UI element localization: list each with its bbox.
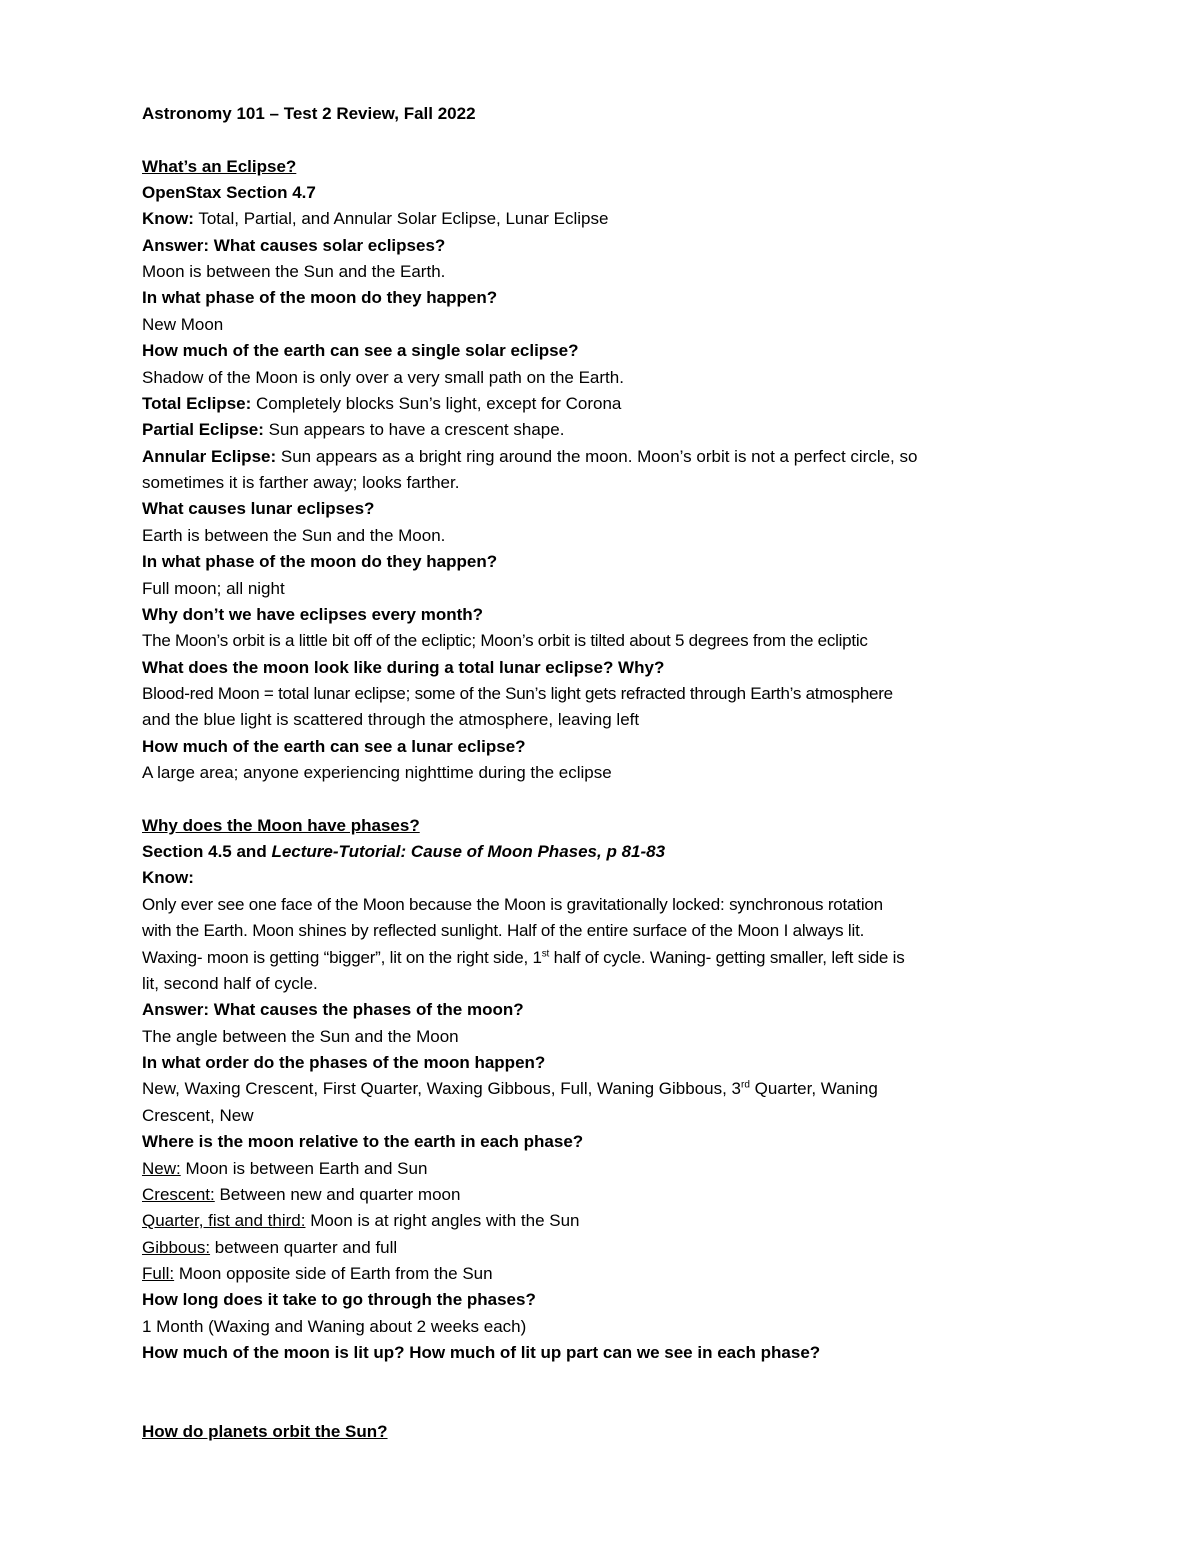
section-ref: Section 4.5 and xyxy=(142,842,272,861)
question: How much of the earth can see a lunar eclipse? xyxy=(142,737,526,756)
question: In what order do the phases of the moon happen? xyxy=(142,1053,546,1072)
term-label: Annular Eclipse: xyxy=(142,447,277,466)
answer-continuation: and the blue light is scattered through the atmosphere, leaving left xyxy=(142,710,640,729)
phase-description: Between new and quarter moon xyxy=(214,1185,461,1204)
answer: A large area; anyone experiencing nighttime during the eclipse xyxy=(142,763,612,782)
text-segment: New, Waxing Crescent, First Quarter, Waxing Gibbous, Full, Waning Gibbous, 3 xyxy=(142,1079,742,1098)
phases-know-label: Know: xyxy=(142,868,194,887)
phase-label: Quarter, fist and third: xyxy=(142,1211,306,1230)
know-label: Know: xyxy=(142,209,194,228)
phases-heading: Why does the Moon have phases? xyxy=(142,816,420,835)
term-definition: Sun appears to have a crescent shape. xyxy=(263,420,565,439)
page-title: Astronomy 101 – Test 2 Review, Fall 2022 xyxy=(142,104,476,123)
eclipse-know-line xyxy=(142,207,1072,231)
text-segment: Waxing- moon is getting “bigger”, lit on the right side, 1 xyxy=(142,948,542,967)
question: In what phase of the moon do they happen? xyxy=(142,552,498,571)
annular-eclipse-continuation: sometimes it is farther away; looks farther. xyxy=(142,473,460,492)
answer: Shadow of the Moon is only over a very small path on the Earth. xyxy=(142,368,624,387)
phase-label: Gibbous: xyxy=(142,1238,211,1257)
question: How much of the moon is lit up? How much of lit up part can we see in each phase? xyxy=(142,1343,821,1362)
term-definition: Sun appears as a bright ring around the moon. Moon’s orbit is not a perfect circle, so xyxy=(276,447,918,466)
question: Answer: What causes solar eclipses? xyxy=(142,236,446,255)
answer: New Moon xyxy=(142,315,224,334)
question: Where is the moon relative to the earth in each phase? xyxy=(142,1132,584,1151)
partial-eclipse-line xyxy=(142,418,1072,442)
text-segment: Quarter, Waning xyxy=(749,1079,878,1098)
phase-description: Moon is between Earth and Sun xyxy=(180,1159,428,1178)
answer: Moon is between the Sun and the Earth. xyxy=(142,262,446,281)
term-label: Total Eclipse: xyxy=(142,394,252,413)
question: Answer: What causes the phases of the moon? xyxy=(142,1000,524,1019)
answer: 1 Month (Waxing and Waning about 2 weeks each) xyxy=(142,1317,527,1336)
know-text: lit, second half of cycle. xyxy=(142,974,318,993)
phase-full-line xyxy=(142,1262,1072,1286)
eclipse-heading: What’s an Eclipse? xyxy=(142,157,297,176)
phase-quarter-line xyxy=(142,1209,1072,1233)
question: In what phase of the moon do they happen? xyxy=(142,288,498,307)
question: How long does it take to go through the phases? xyxy=(142,1290,536,1309)
text-segment: half of cycle. Waning- getting smaller, left side is xyxy=(549,948,905,967)
term-definition: Completely blocks Sun’s light, except for Corona xyxy=(251,394,622,413)
phase-gibbous-line xyxy=(142,1236,1072,1260)
question: How much of the earth can see a single solar eclipse? xyxy=(142,341,579,360)
know-text xyxy=(142,946,1072,970)
eclipse-section-ref: OpenStax Section 4.7 xyxy=(142,183,316,202)
phase-new-line xyxy=(142,1157,1072,1181)
phase-crescent-line xyxy=(142,1183,1072,1207)
answer: Full moon; all night xyxy=(142,579,285,598)
phase-label: Full: xyxy=(142,1264,175,1283)
know-text: with the Earth. Moon shines by reflected sunlight. Half of the entire surface of the Moon I always lit. xyxy=(142,921,865,940)
know-text: Only ever see one face of the Moon because the Moon is gravitationally locked: synchronous rotation xyxy=(142,895,883,914)
answer: Blood-red Moon = total lunar eclipse; some of the Sun’s light gets refracted through Earth’s atmosphere xyxy=(142,684,893,703)
phases-section-ref xyxy=(142,840,1072,864)
orbits-heading: How do planets orbit the Sun? xyxy=(142,1422,388,1441)
phase-description: Moon opposite side of Earth from the Sun xyxy=(174,1264,493,1283)
annular-eclipse-line xyxy=(142,445,1072,469)
term-label: Partial Eclipse: xyxy=(142,420,264,439)
answer: The Moon’s orbit is a little bit off of the ecliptic; Moon’s orbit is tilted about 5 degrees from the ecliptic xyxy=(142,631,868,650)
phase-label: Crescent: xyxy=(142,1185,215,1204)
lecture-tutorial-ref: Lecture-Tutorial: Cause of Moon Phases, p 81-83 xyxy=(271,842,666,861)
phase-description: Moon is at right angles with the Sun xyxy=(305,1211,580,1230)
question: Why don’t we have eclipses every month? xyxy=(142,605,484,624)
answer: The angle between the Sun and the Moon xyxy=(142,1027,459,1046)
know-text: Total, Partial, and Annular Solar Eclipse, Lunar Eclipse xyxy=(193,209,609,228)
phase-label: New: xyxy=(142,1159,181,1178)
answer xyxy=(142,1077,1072,1101)
answer: Earth is between the Sun and the Moon. xyxy=(142,526,446,545)
ordinal-superscript: st xyxy=(541,948,550,960)
question: What causes lunar eclipses? xyxy=(142,499,375,518)
total-eclipse-line xyxy=(142,392,1072,416)
ordinal-superscript: rd xyxy=(741,1079,750,1091)
answer-continuation: Crescent, New xyxy=(142,1106,254,1125)
question: What does the moon look like during a total lunar eclipse? Why? xyxy=(142,658,665,677)
phase-description: between quarter and full xyxy=(210,1238,398,1257)
